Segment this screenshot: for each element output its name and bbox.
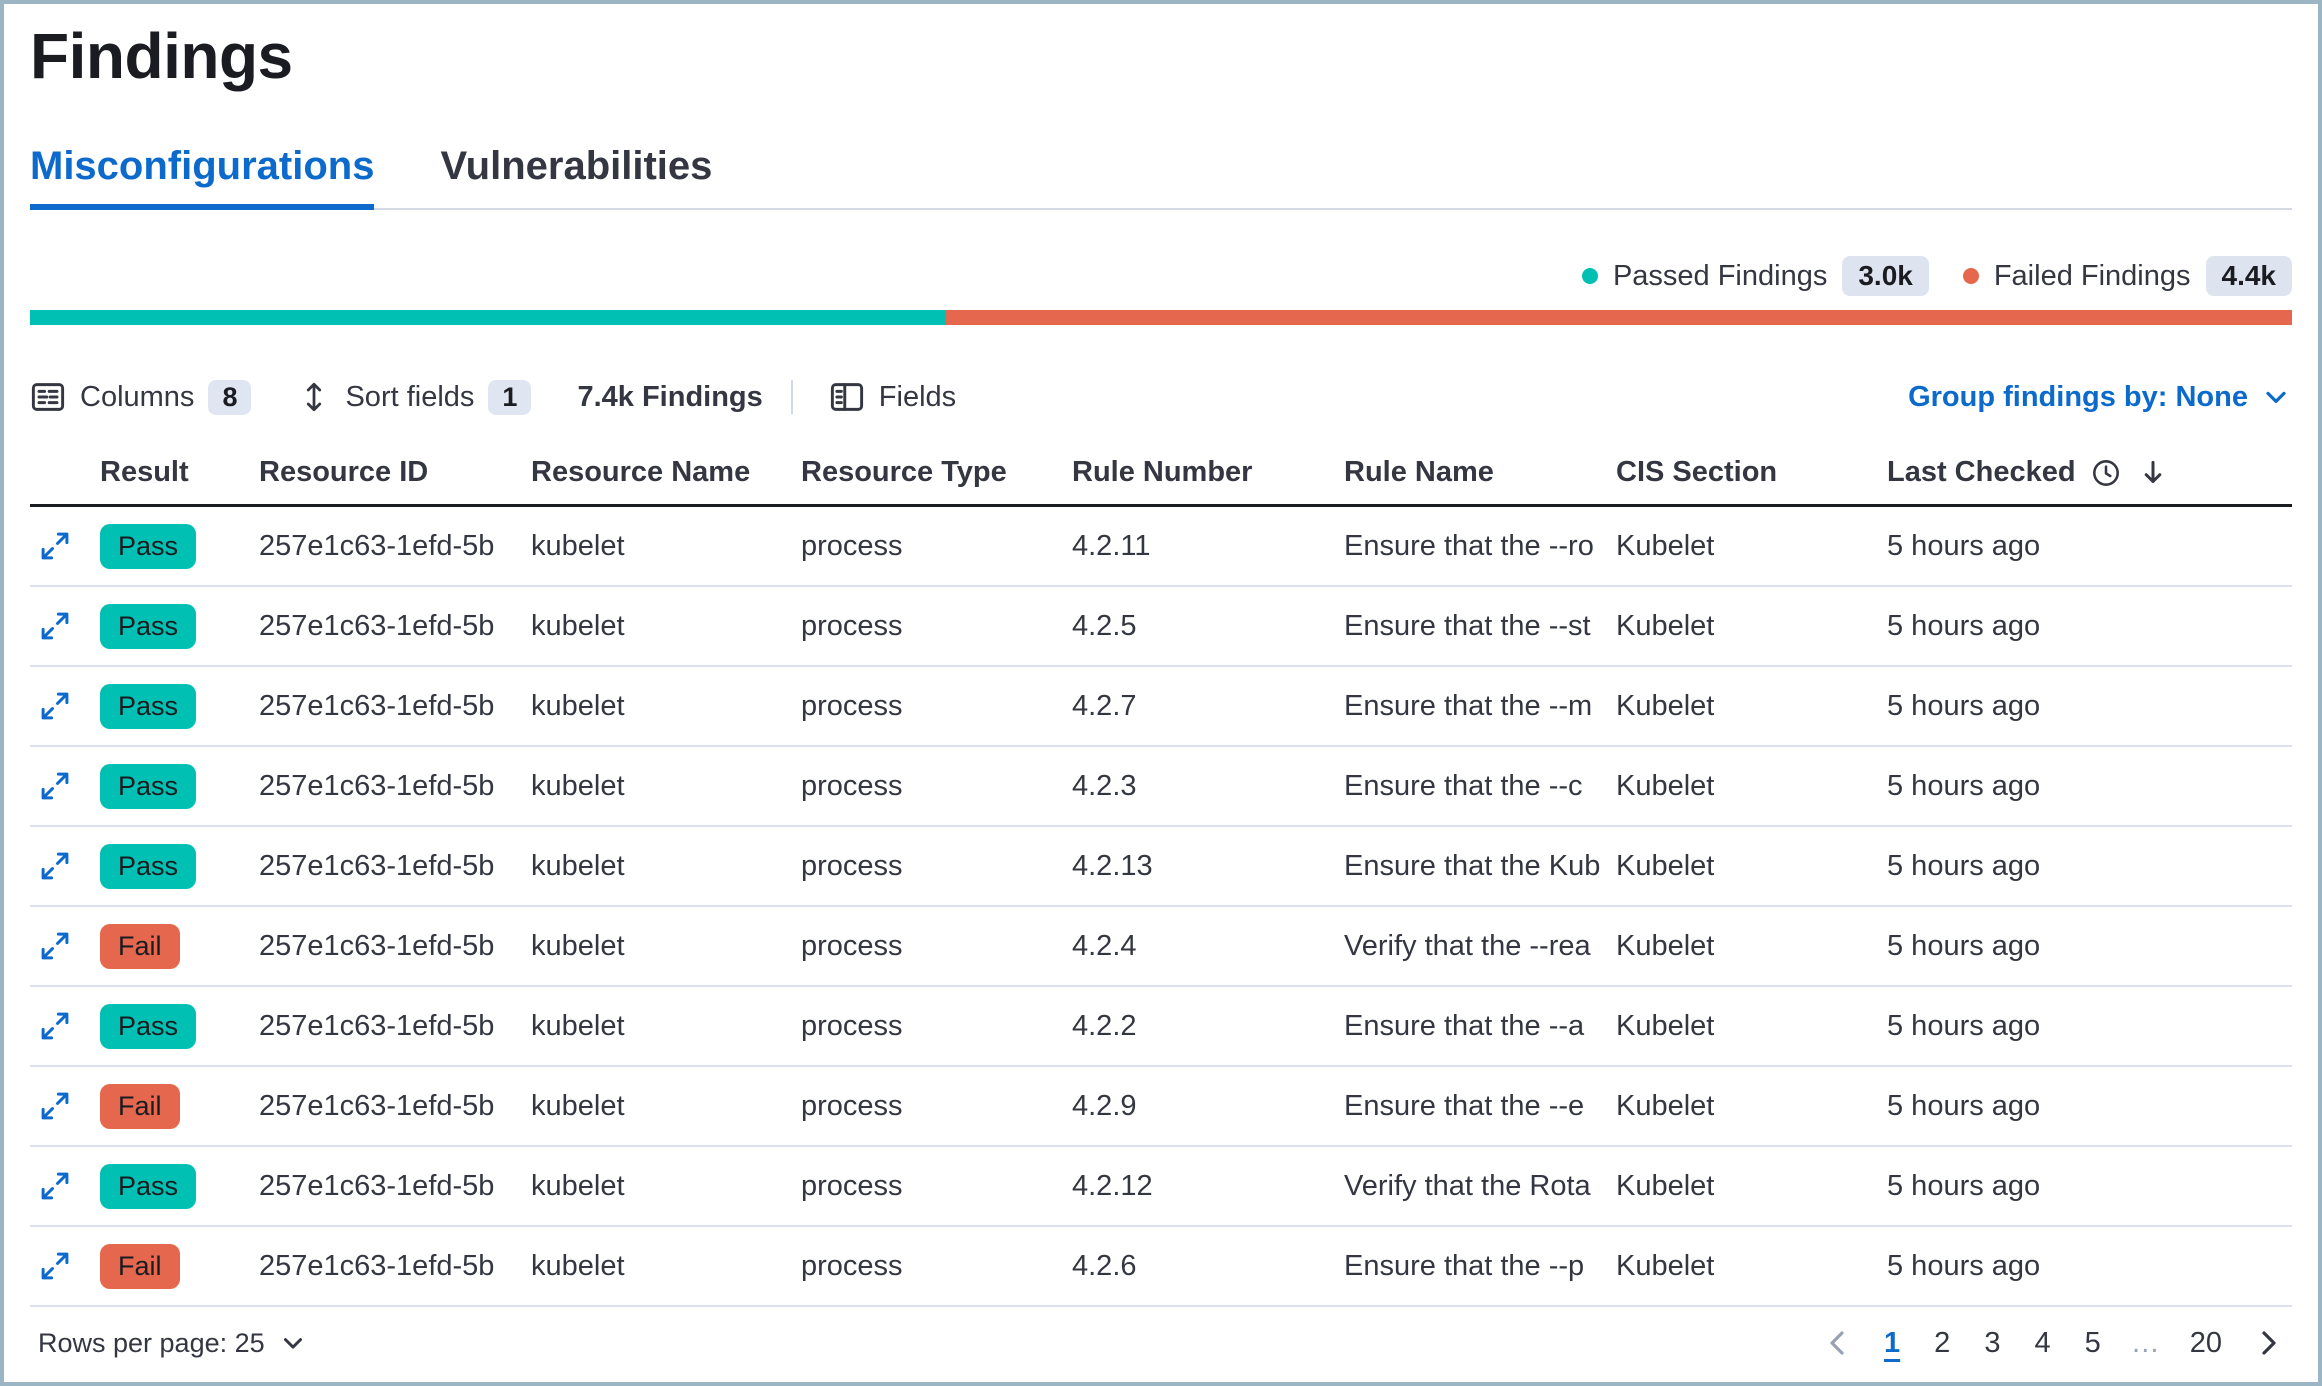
resource-id-cell: 257e1c63-1efd-5b [259, 769, 495, 802]
resource-type-cell: process [801, 1169, 903, 1202]
group-findings-by-label: Group findings by: None [1908, 380, 2248, 413]
result-badge: Fail [100, 1084, 180, 1129]
resource-name-cell: kubelet [531, 689, 625, 722]
expand-icon [38, 1009, 72, 1043]
passed-dot-icon [1582, 268, 1598, 284]
table-columns-icon [30, 379, 66, 415]
failed-findings-legend [1963, 256, 2292, 296]
expand-row-button[interactable] [38, 1169, 72, 1203]
chevron-right-icon [2252, 1327, 2284, 1359]
table-row [30, 987, 2292, 1067]
resource-id-cell: 257e1c63-1efd-5b [259, 1249, 495, 1282]
expand-row-button[interactable] [38, 849, 72, 883]
resource-name-cell: kubelet [531, 1009, 625, 1042]
table-row [30, 1147, 2292, 1227]
resource-name-cell: kubelet [531, 1169, 625, 1202]
resource-id-cell: 257e1c63-1efd-5b [259, 609, 495, 642]
passed-findings-count-badge: 3.0k [1842, 256, 1929, 296]
rule-name-cell: Ensure that the --m [1344, 689, 1593, 722]
cis-section-cell: Kubelet [1616, 1169, 1715, 1202]
expand-row-button[interactable] [38, 609, 72, 643]
rows-per-page-button[interactable] [30, 1328, 308, 1359]
page-20-button[interactable]: 20 [2178, 1323, 2234, 1364]
page-ellipsis: … [2130, 1326, 2160, 1359]
result-badge: Pass [100, 684, 196, 729]
findings-table [30, 441, 2292, 1307]
cis-section-cell: Kubelet [1616, 1249, 1715, 1282]
resource-type-cell: process [801, 689, 903, 722]
page-3-button[interactable]: 3 [1972, 1323, 2012, 1364]
resource-name-cell: kubelet [531, 929, 625, 962]
resource-name-cell: kubelet [531, 1089, 625, 1122]
result-badge: Fail [100, 1244, 180, 1289]
last-checked-cell: 5 hours ago [1887, 1249, 2041, 1282]
sort-icon [297, 380, 331, 414]
table-row [30, 1067, 2292, 1147]
rule-number-cell: 4.2.12 [1072, 1169, 1153, 1202]
columns-count-badge: 8 [208, 380, 251, 415]
cis-section-cell: Kubelet [1616, 1009, 1715, 1042]
result-badge: Pass [100, 1164, 196, 1209]
passed-bar-segment [30, 310, 946, 325]
header-rule-number[interactable]: Rule Number [1072, 456, 1253, 488]
table-row [30, 827, 2292, 907]
failed-findings-count-badge: 4.4k [2206, 256, 2293, 296]
expand-icon [38, 529, 72, 563]
result-badge: Pass [100, 524, 196, 569]
pagination [1814, 1323, 2292, 1364]
rule-name-cell: Verify that the --rea [1344, 929, 1591, 962]
rule-number-cell: 4.2.3 [1072, 769, 1137, 802]
last-checked-cell: 5 hours ago [1887, 529, 2041, 562]
resource-id-cell: 257e1c63-1efd-5b [259, 1009, 495, 1042]
resource-type-cell: process [801, 929, 903, 962]
rule-number-cell: 4.2.7 [1072, 689, 1137, 722]
expand-row-button[interactable] [38, 689, 72, 723]
resource-id-cell: 257e1c63-1efd-5b [259, 849, 495, 882]
rows-per-page-label: Rows per page: 25 [38, 1327, 265, 1358]
rule-number-cell: 4.2.2 [1072, 1009, 1137, 1042]
header-rule-name[interactable]: Rule Name [1344, 456, 1494, 488]
expand-row-button[interactable] [38, 1089, 72, 1123]
cis-section-cell: Kubelet [1616, 769, 1715, 802]
failed-bar-segment [946, 310, 2292, 325]
tab-bar [30, 142, 2292, 210]
expand-row-button[interactable] [38, 1009, 72, 1043]
cis-section-cell: Kubelet [1616, 1089, 1715, 1122]
result-badge: Pass [100, 1004, 196, 1049]
sort-descending-arrow-icon [2136, 456, 2170, 490]
sort-fields-label: Sort fields [345, 380, 475, 413]
next-page-button[interactable] [2244, 1327, 2292, 1359]
resource-name-cell: kubelet [531, 769, 625, 802]
expand-row-button[interactable] [38, 1249, 72, 1283]
failed-dot-icon [1963, 268, 1979, 284]
rule-name-cell: Ensure that the --p [1344, 1249, 1585, 1282]
page-4-button[interactable]: 4 [2022, 1323, 2062, 1364]
tab-misconfigurations[interactable]: Misconfigurations [30, 142, 374, 208]
table-footer [30, 1307, 2292, 1379]
header-cis-section[interactable]: CIS Section [1616, 456, 1778, 488]
table-row [30, 667, 2292, 747]
datagrid-toolbar [30, 375, 2292, 419]
cis-section-cell: Kubelet [1616, 849, 1715, 882]
resource-id-cell: 257e1c63-1efd-5b [259, 1169, 495, 1202]
table-row [30, 507, 2292, 587]
rule-name-cell: Ensure that the Kub [1344, 849, 1601, 882]
rule-name-cell: Ensure that the --a [1344, 1009, 1585, 1042]
expand-icon [38, 849, 72, 883]
result-badge: Pass [100, 604, 196, 649]
expand-row-button[interactable] [38, 529, 72, 563]
last-checked-cell: 5 hours ago [1887, 929, 2041, 962]
last-checked-cell: 5 hours ago [1887, 609, 2041, 642]
expand-icon [38, 609, 72, 643]
result-badge: Pass [100, 764, 196, 809]
table-row [30, 587, 2292, 667]
passed-findings-label: Passed Findings [1612, 259, 1828, 292]
expand-icon [38, 929, 72, 963]
fields-icon [829, 379, 865, 415]
table-row [30, 747, 2292, 827]
rule-number-cell: 4.2.5 [1072, 609, 1137, 642]
last-checked-cell: 5 hours ago [1887, 1009, 2041, 1042]
result-badge: Pass [100, 844, 196, 889]
cis-section-cell: Kubelet [1616, 609, 1715, 642]
resource-id-cell: 257e1c63-1efd-5b [259, 1089, 495, 1122]
chevron-down-icon [278, 1328, 308, 1358]
findings-legend [30, 254, 2292, 298]
resource-type-cell: process [801, 609, 903, 642]
expand-row-button[interactable] [38, 769, 72, 803]
rule-name-cell: Ensure that the --ro [1344, 529, 1594, 562]
findings-distribution-bar [30, 310, 2292, 325]
header-resource-name[interactable]: Resource Name [531, 456, 751, 488]
resource-type-cell: process [801, 1089, 903, 1122]
clock-icon [2089, 456, 2123, 490]
rule-number-cell: 4.2.9 [1072, 1089, 1137, 1122]
resource-name-cell: kubelet [531, 1249, 625, 1282]
expand-icon [38, 1169, 72, 1203]
page-2-button[interactable]: 2 [1922, 1323, 1962, 1364]
table-header-row [30, 441, 2292, 507]
chevron-down-icon [2260, 381, 2292, 413]
resource-name-cell: kubelet [531, 609, 625, 642]
rule-number-cell: 4.2.11 [1072, 529, 1151, 562]
expand-icon [38, 689, 72, 723]
toolbar-divider [791, 380, 793, 414]
page-title: Findings [30, 20, 293, 92]
cis-section-cell: Kubelet [1616, 689, 1715, 722]
resource-id-cell: 257e1c63-1efd-5b [259, 929, 495, 962]
last-checked-cell: 5 hours ago [1887, 849, 2041, 882]
failed-findings-label: Failed Findings [1993, 259, 2191, 292]
table-body [30, 507, 2292, 1307]
rule-number-cell: 4.2.13 [1072, 849, 1153, 882]
resource-type-cell: process [801, 769, 903, 802]
resource-id-cell: 257e1c63-1efd-5b [259, 689, 495, 722]
expand-icon [38, 1089, 72, 1123]
cis-section-cell: Kubelet [1616, 529, 1715, 562]
rule-name-cell: Ensure that the --st [1344, 609, 1591, 642]
passed-findings-legend [1582, 256, 1929, 296]
previous-page-button[interactable] [1814, 1327, 1862, 1359]
page-5-button[interactable]: 5 [2073, 1323, 2113, 1364]
cis-section-cell: Kubelet [1616, 929, 1715, 962]
result-badge: Fail [100, 924, 180, 969]
rule-number-cell: 4.2.6 [1072, 1249, 1137, 1282]
resource-name-cell: kubelet [531, 529, 625, 562]
findings-total-count: 7.4k Findings [577, 380, 763, 413]
header-last-checked-label: Last Checked [1887, 456, 2076, 488]
header-resource-id[interactable]: Resource ID [259, 456, 429, 488]
expand-icon [38, 1249, 72, 1283]
resource-type-cell: process [801, 849, 903, 882]
last-checked-cell: 5 hours ago [1887, 1089, 2041, 1122]
chevron-left-icon [1822, 1327, 1854, 1359]
group-findings-by-button[interactable] [1908, 381, 2292, 414]
last-checked-cell: 5 hours ago [1887, 689, 2041, 722]
expand-row-button[interactable] [38, 929, 72, 963]
rule-name-cell: Ensure that the --e [1344, 1089, 1585, 1122]
fields-label: Fields [878, 380, 957, 413]
resource-name-cell: kubelet [531, 849, 625, 882]
fields-button[interactable] [829, 379, 956, 415]
resource-id-cell: 257e1c63-1efd-5b [259, 529, 495, 562]
table-row [30, 1227, 2292, 1307]
resource-type-cell: process [801, 529, 903, 562]
table-row [30, 907, 2292, 987]
rule-number-cell: 4.2.4 [1072, 929, 1137, 962]
rule-name-cell: Verify that the Rota [1344, 1169, 1591, 1202]
header-resource-type[interactable]: Resource Type [801, 456, 1007, 488]
expand-icon [38, 769, 72, 803]
sort-fields-count-badge: 1 [488, 380, 531, 415]
columns-button[interactable] [30, 379, 251, 415]
tab-vulnerabilities[interactable]: Vulnerabilities [440, 144, 713, 188]
rule-name-cell: Ensure that the --c [1344, 769, 1583, 802]
sort-fields-button[interactable] [297, 380, 531, 415]
last-checked-cell: 5 hours ago [1887, 769, 2041, 802]
header-last-checked[interactable] [1887, 456, 2292, 490]
header-result[interactable]: Result [100, 456, 189, 488]
page-1-button[interactable]: 1 [1872, 1323, 1912, 1364]
columns-label: Columns [80, 380, 195, 413]
resource-type-cell: process [801, 1009, 903, 1042]
resource-type-cell: process [801, 1249, 903, 1282]
last-checked-cell: 5 hours ago [1887, 1169, 2041, 1202]
